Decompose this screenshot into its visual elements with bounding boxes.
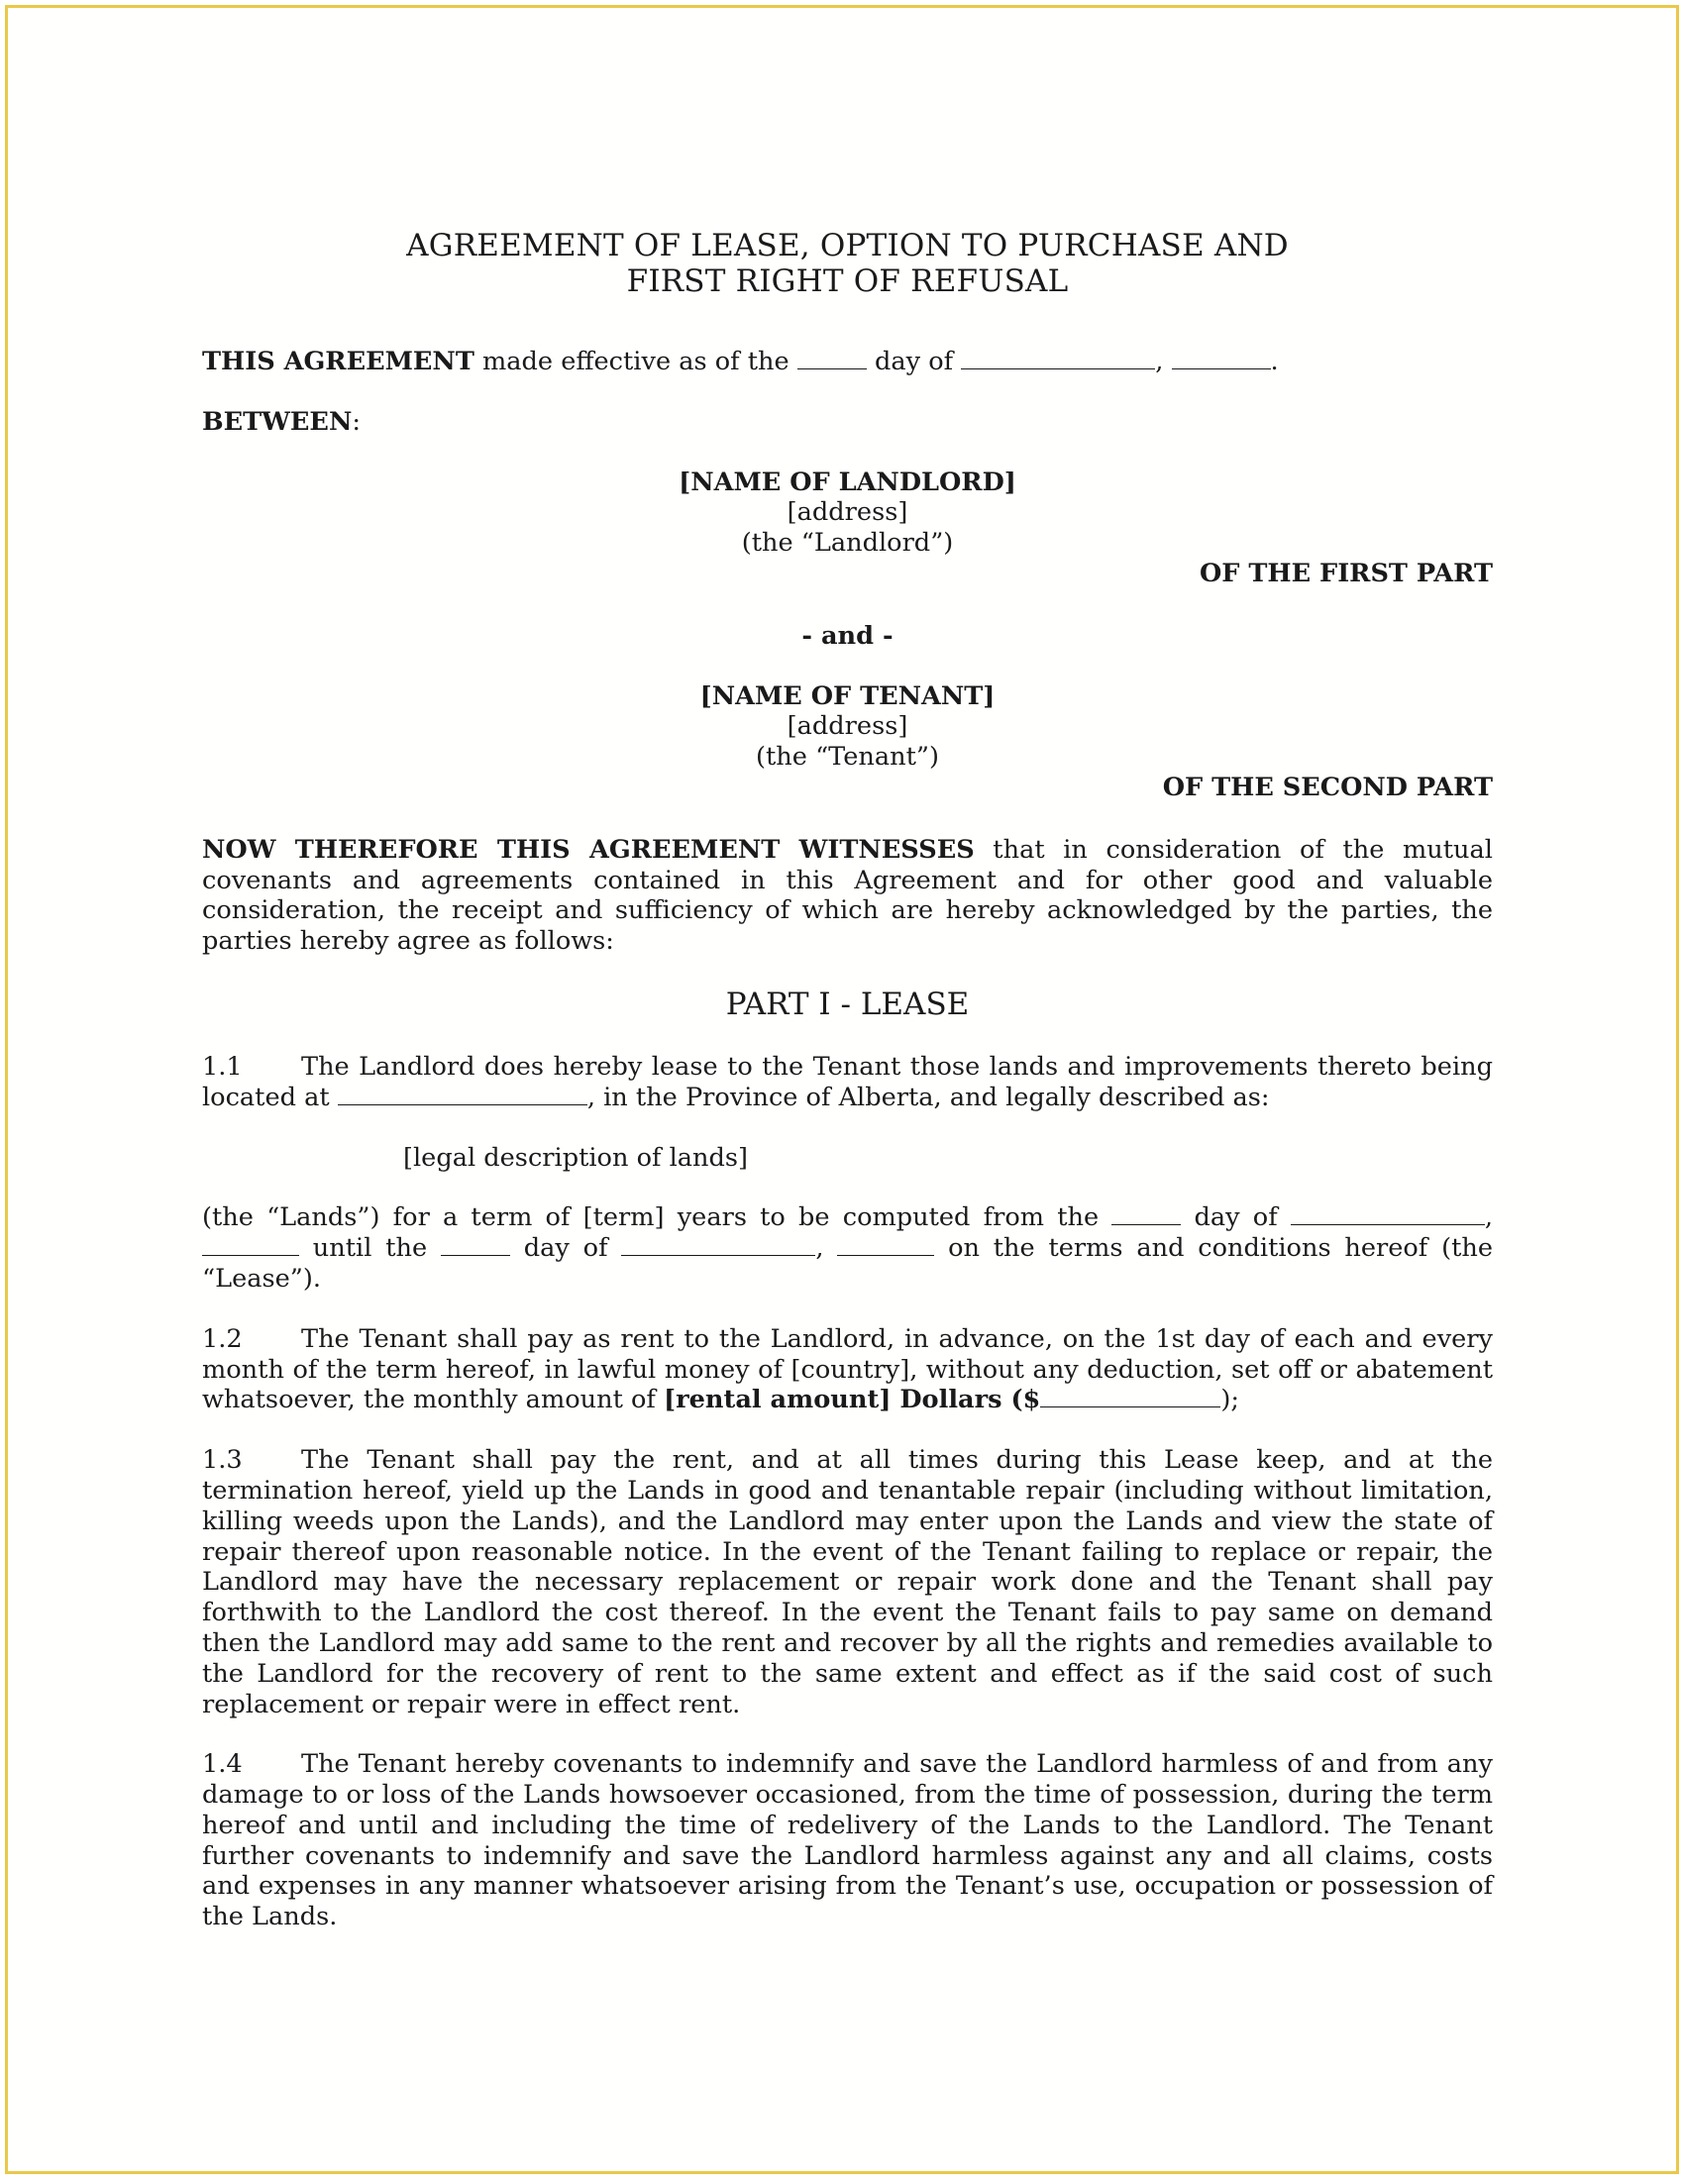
term-paragraph (202, 1202, 1493, 1294)
effective-text-3: , (1155, 347, 1172, 376)
section-1-1-text-1: The Landlord does hereby lease to the Tenant those lands and improvements thereto being located at (202, 1051, 1493, 1112)
year-blank (1172, 349, 1271, 369)
term-start-month-blank (1291, 1204, 1485, 1225)
term-end-year-blank (837, 1235, 934, 1256)
witness-text: that in consideration of the mutual covenants and agreements contained in this Agreement and for other good and valuable consideration, the receipt and sufficiency of which are hereby acknowledged by the parties, the parties hereby agree as follows: (202, 834, 1493, 957)
section-1-4-text: The Tenant hereby covenants to indemnify and save the Landlord harmless of and from any damage to or loss of the Lands howsoever occasioned, from the time of possession, during the term hereof and until and including the time of redelivery of the Lands to the Landlord. The Tenant further covenants to indemnify and save the Landlord harmless against any and all claims, costs and expenses in any manner whatsoever arising from the Tenant’s use, occupation or possession of the Lands. (202, 1749, 1493, 1932)
landlord-name: [NAME OF LANDLORD] (679, 467, 1016, 497)
title-line-2: FIRST RIGHT OF REFUSAL (626, 263, 1069, 299)
rental-amount-bold: [rental amount] Dollars ($ (664, 1385, 1041, 1415)
witness-bold: NOW THEREFORE THIS AGREEMENT WITNESSES (202, 834, 975, 865)
term-text-5: day of (509, 1233, 622, 1264)
section-1-1 (202, 1052, 1493, 1113)
section-1-1-text-2: , in the Province of Alberta, and legally described as: (586, 1082, 1270, 1112)
between-colon: : (352, 406, 361, 437)
term-text-7: on the terms and conditions hereof (the “Lease”). (202, 1233, 1493, 1294)
section-number: 1.4 (202, 1749, 243, 1780)
section-1-4 (202, 1749, 1493, 1932)
term-text-4: until the (299, 1233, 441, 1264)
second-part-label: OF THE SECOND PART (1162, 772, 1493, 802)
section-1-2 (202, 1324, 1493, 1415)
title-line-1: AGREEMENT OF LEASE, OPTION TO PURCHASE AND (406, 228, 1289, 263)
effective-text-4: . (1270, 347, 1279, 376)
term-text-1: (the “Lands”) for a term of [term] years to be computed from the (202, 1202, 1112, 1233)
tenant-name: [NAME OF TENANT] (699, 680, 996, 711)
part-heading: PART I - LEASE (725, 986, 970, 1022)
section-number: 1.3 (202, 1445, 243, 1476)
section-number: 1.1 (202, 1051, 243, 1082)
section-1-3-text: The Tenant shall pay the rent, and at all times during this Lease keep, and at the termination hereof, yield up the Lands in good and tenantable repair (including without limitation, killing weeds upon the Lands), and the Landlord may enter upon the Lands and view the state of repair thereof upon reasonable notice. In the event of the Tenant failing to replace or repair, the Landlord may have the necessary replacement or repair work done and the Tenant shall pay forthwith to the Landlord the cost thereof. In the event the Tenant fails to pay same on demand then the Landlord may add same to the rent and recover by all the rights and remedies available to the Landlord for the recovery of rent to the same extent and effect as if the said cost of such replacement or repair were in effect rent. (202, 1445, 1493, 1719)
term-end-day-blank (441, 1235, 510, 1256)
document-body (202, 228, 1493, 1932)
location-blank (338, 1085, 587, 1105)
section-1-2-text-2: ); (1220, 1385, 1239, 1415)
section-number: 1.2 (202, 1323, 243, 1354)
between-bold: BETWEEN (202, 406, 353, 437)
effective-text-1: made effective as of the (474, 347, 797, 376)
effective-text-2: day of (866, 347, 962, 376)
and-separator: - and - (801, 620, 894, 651)
term-text-3: , (1484, 1202, 1494, 1233)
section-1-2-text-1: The Tenant shall pay as rent to the Landlord, in advance, on the 1st day of each and every month of the term hereof, in lawful money of [country], without any deduction, set off or abatement whatsoever, the monthly amount of (202, 1323, 1493, 1415)
term-start-year-blank (202, 1235, 299, 1256)
between-label (202, 407, 1493, 438)
legal-description: [legal description of lands] (403, 1142, 749, 1173)
term-end-month-blank (621, 1235, 815, 1256)
tenant-defined: (the “Tenant”) (756, 742, 939, 773)
first-part-label: OF THE FIRST PART (1200, 558, 1493, 588)
month-blank (961, 349, 1155, 369)
rent-amount-blank (1040, 1387, 1220, 1407)
tenant-address: [address] (787, 711, 908, 742)
landlord-defined: (the “Landlord”) (741, 528, 954, 559)
effective-bold: THIS AGREEMENT (202, 347, 474, 376)
term-text-2: day of (1181, 1202, 1291, 1233)
term-start-day-blank (1111, 1204, 1181, 1225)
landlord-address: [address] (787, 497, 908, 528)
day-blank (797, 349, 867, 369)
term-text-6: , (815, 1233, 838, 1264)
section-1-3 (202, 1445, 1493, 1719)
witness-paragraph (202, 835, 1493, 957)
effective-date-line (202, 347, 1493, 377)
document-page (5, 5, 1679, 2174)
